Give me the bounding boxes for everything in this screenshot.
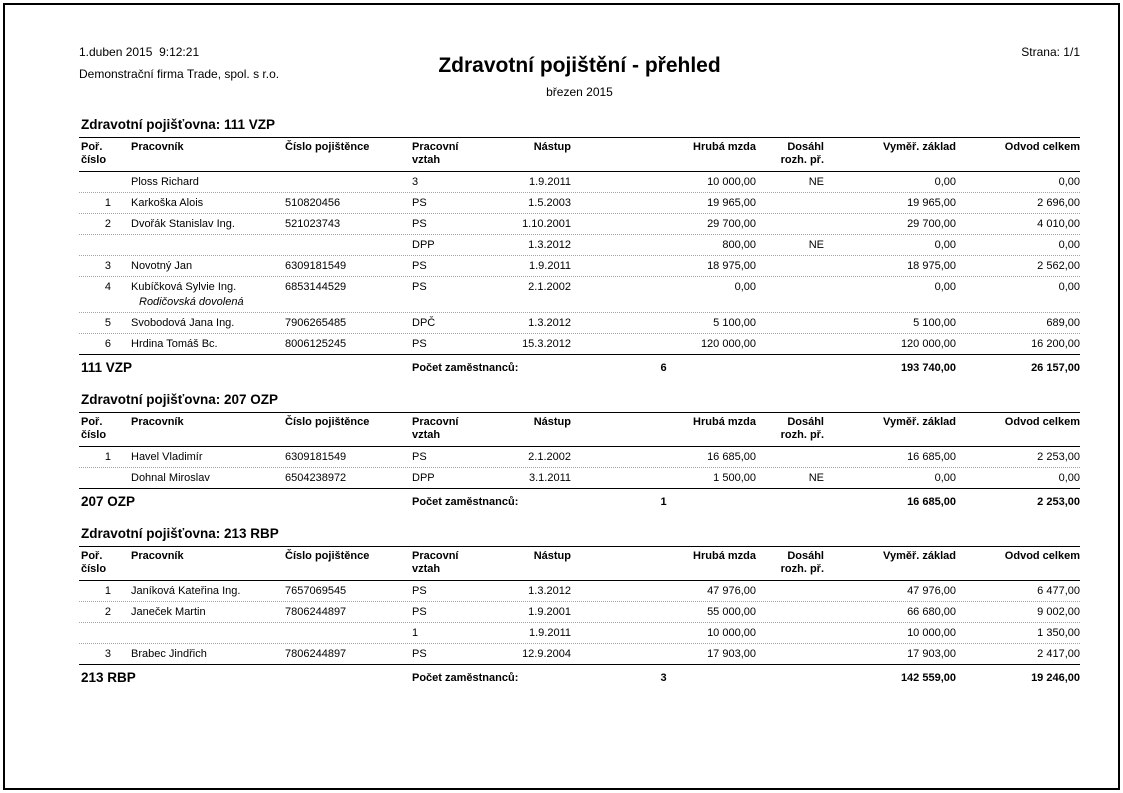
cell-assessment-base: 47 976,00 bbox=[907, 585, 956, 598]
cell-worker bbox=[117, 172, 285, 192]
cell-assessment-base: 120 000,00 bbox=[900, 338, 956, 351]
employee-count-label: Počet zaměstnanců: bbox=[412, 495, 519, 508]
cell-gross-wage: 10 000,00 bbox=[707, 176, 756, 189]
cell-order-number: 4 bbox=[104, 281, 111, 294]
cell-assessment-base: 10 000,00 bbox=[907, 627, 956, 640]
cell-work-relation: PS bbox=[412, 585, 427, 598]
cell-work-relation: PS bbox=[412, 338, 427, 351]
insurer-section bbox=[79, 117, 1080, 379]
cell-order-number bbox=[79, 623, 117, 643]
employee-name: Dvořák Stanislav Ing. bbox=[131, 218, 235, 231]
cell-work-relation: PS bbox=[412, 606, 427, 619]
cell-reached-threshold bbox=[756, 277, 824, 312]
summary-insurer-label: 111 VZP bbox=[81, 360, 133, 376]
column-header-assessment-base: Vyměř. základ bbox=[883, 141, 956, 154]
employee-row bbox=[79, 447, 1080, 467]
column-header-worker: Pracovník bbox=[131, 416, 184, 429]
cell-assessment-base: 29 700,00 bbox=[907, 218, 956, 231]
cell-insurance-number: 6504238972 bbox=[285, 472, 347, 485]
insurer-heading: Zdravotní pojišťovna: 213 RBP bbox=[81, 526, 279, 542]
section-summary-row bbox=[79, 354, 1080, 379]
report-title: Zdravotní pojištění - přehled bbox=[438, 54, 721, 77]
cell-reached-threshold bbox=[756, 214, 824, 234]
column-header-insurance-number: Číslo pojištěnce bbox=[285, 550, 370, 563]
company-name: Demonstrační firma Trade, spol. s r.o. bbox=[79, 67, 280, 81]
insurer-heading: Zdravotní pojišťovna: 111 VZP bbox=[81, 117, 276, 133]
cell-order-number: 3 bbox=[104, 260, 111, 273]
cell-order-number: 1 bbox=[104, 197, 111, 210]
cell-gross-wage: 17 903,00 bbox=[707, 648, 756, 661]
insurer-table bbox=[79, 412, 1080, 513]
cell-reached-threshold bbox=[756, 193, 824, 213]
cell-gross-wage: 0,00 bbox=[734, 281, 756, 294]
cell-assessment-base: 16 685,00 bbox=[907, 451, 956, 464]
section-summary-row bbox=[79, 488, 1080, 513]
employee-name: Kubíčková Sylvie Ing. bbox=[131, 281, 237, 294]
column-header-work-relation: Pracovní vztah bbox=[412, 141, 459, 167]
report-header bbox=[79, 45, 1080, 99]
cell-work-relation: DPČ bbox=[412, 317, 436, 330]
cell-reached-threshold: NE bbox=[808, 239, 824, 252]
column-header-gross-wage: Hrubá mzda bbox=[693, 550, 756, 563]
cell-reached-threshold bbox=[756, 623, 824, 643]
cell-gross-wage: 19 965,00 bbox=[707, 197, 756, 210]
employee-name: Havel Vladimír bbox=[131, 451, 203, 464]
cell-work-relation: PS bbox=[412, 451, 427, 464]
cell-total-levy: 0,00 bbox=[1058, 176, 1080, 189]
employee-name: Dohnal Miroslav bbox=[131, 472, 210, 485]
cell-insurance-number: 6309181549 bbox=[285, 451, 347, 464]
employee-row bbox=[79, 312, 1080, 333]
cell-insurance-number bbox=[285, 172, 405, 192]
cell-total-levy: 2 696,00 bbox=[1037, 197, 1080, 210]
column-header-reached-threshold: Dosáhl rozh. př. bbox=[780, 141, 824, 167]
column-header-total-levy: Odvod celkem bbox=[1004, 550, 1080, 563]
column-header-gross-wage: Hrubá mzda bbox=[693, 141, 756, 154]
employee-count-label: Počet zaměstnanců: bbox=[412, 361, 519, 374]
insurer-section bbox=[79, 392, 1080, 513]
employee-row bbox=[79, 234, 1080, 255]
cell-start-date: 1.9.2011 bbox=[528, 627, 571, 640]
employee-row bbox=[79, 172, 1080, 192]
employee-name: Novotný Jan bbox=[131, 260, 193, 273]
cell-insurance-number: 6309181549 bbox=[285, 260, 347, 273]
cell-assessment-base: 18 975,00 bbox=[907, 260, 956, 273]
column-header-total-levy: Odvod celkem bbox=[1004, 141, 1080, 154]
cell-worker bbox=[117, 334, 285, 354]
cell-worker bbox=[117, 447, 285, 467]
report-datetime: 1.duben 2015 9:12:21 bbox=[79, 45, 200, 59]
cell-reached-threshold bbox=[756, 447, 824, 467]
cell-insurance-number: 510820456 bbox=[285, 197, 341, 210]
employee-count-value: 1 bbox=[660, 495, 667, 508]
column-header-gross-wage: Hrubá mzda bbox=[693, 416, 756, 429]
cell-reached-threshold bbox=[756, 581, 824, 601]
employee-row bbox=[79, 467, 1080, 488]
cell-assessment-base: 17 903,00 bbox=[907, 648, 956, 661]
cell-total-levy: 0,00 bbox=[1058, 239, 1080, 252]
cell-gross-wage: 10 000,00 bbox=[707, 627, 756, 640]
cell-assessment-base: 0,00 bbox=[934, 176, 956, 189]
column-header-start-date: Nástup bbox=[533, 550, 571, 563]
cell-worker bbox=[117, 644, 285, 664]
cell-insurance-number: 7806244897 bbox=[285, 606, 347, 619]
cell-work-relation: PS bbox=[412, 260, 427, 273]
cell-work-relation: PS bbox=[412, 197, 427, 210]
summary-insurer-label: 213 RBP bbox=[81, 670, 136, 686]
cell-insurance-number: 8006125245 bbox=[285, 338, 347, 351]
cell-order-number: 2 bbox=[104, 606, 111, 619]
employee-name: Brabec Jindřich bbox=[131, 648, 207, 661]
insurer-section bbox=[79, 526, 1080, 689]
cell-work-relation: DPP bbox=[412, 239, 435, 252]
cell-assessment-base: 19 965,00 bbox=[907, 197, 956, 210]
cell-total-levy: 9 002,00 bbox=[1037, 606, 1080, 619]
cell-reached-threshold: NE bbox=[808, 176, 824, 189]
summary-levy-total: 2 253,00 bbox=[1037, 495, 1080, 508]
cell-gross-wage: 1 500,00 bbox=[713, 472, 756, 485]
summary-levy-total: 19 246,00 bbox=[1031, 671, 1080, 684]
cell-start-date: 1.3.2012 bbox=[528, 585, 571, 598]
cell-gross-wage: 16 685,00 bbox=[707, 451, 756, 464]
cell-total-levy: 2 417,00 bbox=[1037, 648, 1080, 661]
insurer-table bbox=[79, 137, 1080, 379]
cell-gross-wage: 18 975,00 bbox=[707, 260, 756, 273]
cell-total-levy: 0,00 bbox=[1058, 472, 1080, 485]
cell-start-date: 1.5.2003 bbox=[528, 197, 571, 210]
employee-row bbox=[79, 622, 1080, 643]
section-summary-row bbox=[79, 664, 1080, 689]
cell-work-relation: DPP bbox=[412, 472, 435, 485]
cell-total-levy: 689,00 bbox=[1046, 317, 1080, 330]
insurer-table bbox=[79, 546, 1080, 689]
employee-name: Ploss Richard bbox=[131, 176, 199, 189]
cell-assessment-base: 5 100,00 bbox=[913, 317, 956, 330]
cell-start-date: 3.1.2011 bbox=[528, 472, 571, 485]
cell-worker bbox=[117, 581, 285, 601]
cell-work-relation: 3 bbox=[412, 176, 419, 189]
cell-order-number: 5 bbox=[104, 317, 111, 330]
table-header-row bbox=[79, 412, 1080, 447]
cell-work-relation: PS bbox=[412, 218, 427, 231]
cell-gross-wage: 120 000,00 bbox=[700, 338, 756, 351]
employee-name: Janeček Martin bbox=[131, 606, 206, 619]
summary-levy-total: 26 157,00 bbox=[1031, 361, 1080, 374]
cell-total-levy: 6 477,00 bbox=[1037, 585, 1080, 598]
cell-work-relation: 1 bbox=[412, 627, 419, 640]
column-header-start-date: Nástup bbox=[533, 416, 571, 429]
employee-count-value: 3 bbox=[660, 671, 667, 684]
employee-note: Rodičovská dovolená bbox=[139, 296, 244, 309]
page-number: Strana: 1/1 bbox=[1021, 45, 1080, 59]
cell-order-number: 1 bbox=[104, 585, 111, 598]
employee-row bbox=[79, 255, 1080, 276]
cell-worker bbox=[117, 277, 285, 312]
table-header-row bbox=[79, 137, 1080, 172]
employee-row bbox=[79, 213, 1080, 234]
column-header-worker: Pracovník bbox=[131, 550, 184, 563]
cell-order-number: 6 bbox=[104, 338, 111, 351]
cell-insurance-number: 7906265485 bbox=[285, 317, 347, 330]
cell-start-date: 1.10.2001 bbox=[522, 218, 571, 231]
cell-order-number bbox=[79, 235, 117, 255]
cell-reached-threshold: NE bbox=[808, 472, 824, 485]
column-header-work-relation: Pracovní vztah bbox=[412, 550, 459, 576]
cell-start-date: 1.9.2001 bbox=[528, 606, 571, 619]
cell-worker bbox=[117, 602, 285, 622]
cell-start-date: 1.3.2012 bbox=[528, 317, 571, 330]
cell-start-date: 12.9.2004 bbox=[522, 648, 571, 661]
cell-order-number bbox=[79, 468, 117, 488]
cell-worker bbox=[117, 313, 285, 333]
column-header-start-date: Nástup bbox=[533, 141, 571, 154]
report-header-center bbox=[438, 45, 720, 99]
cell-start-date: 2.1.2002 bbox=[528, 451, 571, 464]
employee-name: Karkoška Alois bbox=[131, 197, 204, 210]
cell-start-date: 1.9.2011 bbox=[528, 260, 571, 273]
cell-insurance-number: 521023743 bbox=[285, 218, 341, 231]
cell-insurance-number: 6853144529 bbox=[285, 281, 347, 294]
report-period: březen 2015 bbox=[546, 85, 613, 100]
summary-insurer-label: 207 OZP bbox=[81, 494, 136, 510]
cell-gross-wage: 29 700,00 bbox=[707, 218, 756, 231]
employee-count-value: 6 bbox=[660, 361, 667, 374]
column-header-reached-threshold: Dosáhl rozh. př. bbox=[780, 550, 824, 576]
cell-worker bbox=[117, 193, 285, 213]
cell-gross-wage: 800,00 bbox=[722, 239, 756, 252]
column-header-work-relation: Pracovní vztah bbox=[412, 416, 459, 442]
cell-worker bbox=[117, 256, 285, 276]
cell-work-relation: PS bbox=[412, 648, 427, 661]
cell-start-date: 2.1.2002 bbox=[528, 281, 571, 294]
employee-row bbox=[79, 333, 1080, 354]
insurer-sections bbox=[79, 117, 1080, 689]
summary-assessment-base-total: 193 740,00 bbox=[900, 361, 956, 374]
cell-gross-wage: 55 000,00 bbox=[707, 606, 756, 619]
cell-gross-wage: 5 100,00 bbox=[713, 317, 756, 330]
cell-total-levy: 0,00 bbox=[1058, 281, 1080, 294]
table-header-row bbox=[79, 546, 1080, 581]
cell-total-levy: 2 253,00 bbox=[1037, 451, 1080, 464]
summary-assessment-base-total: 142 559,00 bbox=[900, 671, 956, 684]
cell-assessment-base: 0,00 bbox=[934, 239, 956, 252]
cell-insurance-number: 7657069545 bbox=[285, 585, 347, 598]
cell-order-number bbox=[79, 172, 117, 192]
report-header-right bbox=[721, 45, 1080, 59]
column-header-reached-threshold: Dosáhl rozh. př. bbox=[780, 416, 824, 442]
cell-order-number: 1 bbox=[104, 451, 111, 464]
report-page bbox=[3, 3, 1120, 790]
cell-gross-wage: 47 976,00 bbox=[707, 585, 756, 598]
cell-start-date: 1.3.2012 bbox=[528, 239, 571, 252]
cell-total-levy: 2 562,00 bbox=[1037, 260, 1080, 273]
employee-row bbox=[79, 643, 1080, 664]
cell-insurance-number bbox=[285, 235, 405, 255]
summary-assessment-base-total: 16 685,00 bbox=[907, 495, 956, 508]
cell-assessment-base: 0,00 bbox=[934, 472, 956, 485]
cell-assessment-base: 66 680,00 bbox=[907, 606, 956, 619]
cell-worker bbox=[117, 468, 285, 488]
cell-start-date: 15.3.2012 bbox=[522, 338, 571, 351]
column-header-insurance-number: Číslo pojištěnce bbox=[285, 141, 370, 154]
cell-worker bbox=[117, 623, 285, 643]
report-header-left bbox=[79, 45, 438, 81]
cell-insurance-number: 7806244897 bbox=[285, 648, 347, 661]
column-header-order-number: Poř. číslo bbox=[81, 416, 107, 442]
column-header-total-levy: Odvod celkem bbox=[1004, 416, 1080, 429]
cell-reached-threshold bbox=[756, 256, 824, 276]
employee-row bbox=[79, 192, 1080, 213]
cell-assessment-base: 0,00 bbox=[934, 281, 956, 294]
employee-name: Hrdina Tomáš Bc. bbox=[131, 338, 218, 351]
cell-insurance-number bbox=[285, 623, 405, 643]
employee-name: Janíková Kateřina Ing. bbox=[131, 585, 241, 598]
employee-count-label: Počet zaměstnanců: bbox=[412, 671, 519, 684]
employee-row bbox=[79, 581, 1080, 601]
employee-name: Svobodová Jana Ing. bbox=[131, 317, 235, 330]
cell-total-levy: 16 200,00 bbox=[1031, 338, 1080, 351]
column-header-order-number: Poř. číslo bbox=[81, 141, 107, 167]
cell-start-date: 1.9.2011 bbox=[528, 176, 571, 189]
column-header-worker: Pracovník bbox=[131, 141, 184, 154]
column-header-order-number: Poř. číslo bbox=[81, 550, 107, 576]
cell-worker bbox=[117, 214, 285, 234]
cell-reached-threshold bbox=[756, 313, 824, 333]
cell-reached-threshold bbox=[756, 602, 824, 622]
employee-row bbox=[79, 601, 1080, 622]
report-content bbox=[5, 5, 1118, 689]
cell-order-number: 3 bbox=[104, 648, 111, 661]
cell-work-relation: PS bbox=[412, 281, 427, 294]
column-header-assessment-base: Vyměř. základ bbox=[883, 416, 956, 429]
column-header-insurance-number: Číslo pojištěnce bbox=[285, 416, 370, 429]
cell-worker bbox=[117, 235, 285, 255]
cell-reached-threshold bbox=[756, 334, 824, 354]
cell-order-number: 2 bbox=[104, 218, 111, 231]
employee-row bbox=[79, 276, 1080, 312]
cell-total-levy: 1 350,00 bbox=[1037, 627, 1080, 640]
insurer-heading: Zdravotní pojišťovna: 207 OZP bbox=[81, 392, 279, 408]
cell-reached-threshold bbox=[756, 644, 824, 664]
column-header-assessment-base: Vyměř. základ bbox=[883, 550, 956, 563]
cell-total-levy: 4 010,00 bbox=[1037, 218, 1080, 231]
